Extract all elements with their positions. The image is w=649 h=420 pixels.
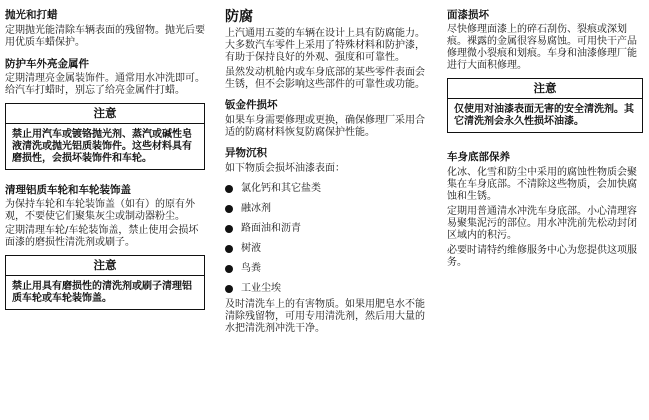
polish-text: 定期抛光能清除车辆表面的残留物。抛光后要用优质车蜡保护。 bbox=[5, 25, 205, 48]
list-item: 鸟粪 bbox=[225, 263, 425, 275]
corrosion-text-1: 上汽通用五菱的车辆在设计上具有防腐能力。大多数汽车零件上采用了特殊材料和防护漆，有助于保持良好的外观、强度和可靠性。 bbox=[225, 28, 425, 63]
list-item: 路面油和沥青 bbox=[225, 223, 425, 235]
notice-title: 注意 bbox=[6, 104, 204, 124]
notice-box-chrome bbox=[5, 103, 205, 170]
list-item: 氯化钙和其它盐类 bbox=[225, 183, 425, 195]
deposit-tail-text: 及时清洗车上的有害物质。如果用肥皂水不能清除残留物，可用专用清洗剂，然后用大量的水把清洗剂冲洗干净。 bbox=[225, 299, 425, 334]
chrome-heading: 防护车外亮金属件 bbox=[5, 58, 89, 70]
corrosion-heading: 防腐 bbox=[225, 9, 253, 25]
deposit-heading: 异物沉积 bbox=[225, 147, 267, 159]
notice-title: 注意 bbox=[448, 79, 642, 99]
list-item: 融冰剂 bbox=[225, 203, 425, 215]
wheel-text-2: 定期清理车轮/车轮装饰盖，禁止使用会损坏面漆的磨损性清洗剂或刷子。 bbox=[5, 225, 199, 248]
notice-text: 仅使用对油漆表面无害的安全清洗剂。其它清洗剂会永久性损坏油漆。 bbox=[454, 104, 634, 127]
underbody-text-3: 必要时请特约维修服务中心为您提供这项服务。 bbox=[447, 245, 637, 268]
wheel-text-1: 为保持车轮和车轮装饰盖（如有）的原有外观，不要使它们聚集灰尘或制动器粉尘。 bbox=[5, 199, 195, 222]
polish-heading: 抛光和打蜡 bbox=[5, 9, 58, 21]
corrosion-text-2: 虽然发动机舱内或车身底部的某些零件表面会生锈，但不会影响这些部件的可靠性或功能。 bbox=[225, 67, 425, 90]
column-middle bbox=[225, 0, 425, 335]
underbody-text-2: 定期用普通清水冲洗车身底部。小心清理容易聚集泥污的部位。用水冲洗前先松动封闭区域内的积污。 bbox=[447, 206, 637, 241]
deposit-intro: 如下物质会损坏油漆表面： bbox=[225, 163, 345, 174]
finish-heading: 面漆损坏 bbox=[447, 9, 489, 21]
finish-text: 尽快修理面漆上的碎石刮伤、裂痕或深划痕。裸露的金属很容易腐蚀。可用快干产品修理微小裂痕和划痕。车身和油漆修理厂能进行大面积修理。 bbox=[447, 24, 637, 71]
underbody-text-1: 化冰、化雪和防尘中采用的腐蚀性物质会聚集在车身底部。不清除这些物质，会加快腐蚀和生锈。 bbox=[447, 167, 637, 202]
column-right bbox=[447, 0, 643, 269]
column-left bbox=[5, 0, 205, 310]
wheel-heading: 清理铝质车轮和车轮装饰盖 bbox=[5, 184, 131, 196]
list-item: 树液 bbox=[225, 243, 425, 255]
chrome-text: 定期清理亮金属装饰件。通常用水冲洗即可。给汽车打蜡时，别忘了给亮金属件打蜡。 bbox=[5, 73, 205, 96]
sheet-metal-text: 如果车身需要修理或更换，确保修理厂采用合适的防腐材料恢复防腐保护性能。 bbox=[225, 115, 425, 138]
notice-title: 注意 bbox=[6, 256, 204, 276]
sheet-metal-heading: 钣金件损坏 bbox=[225, 99, 278, 111]
deposit-list bbox=[225, 183, 425, 295]
notice-text: 禁止用汽车或镀铬抛光剂、蒸汽或碱性皂液清洗或抛光铝质装饰件。这些材料具有磨损性，会损坏装饰件和车轮。 bbox=[12, 129, 192, 164]
list-item: 工业尘埃 bbox=[225, 283, 425, 295]
notice-box-wheel bbox=[5, 255, 205, 310]
underbody-heading: 车身底部保养 bbox=[447, 151, 510, 163]
notice-box-paint bbox=[447, 78, 643, 133]
notice-text: 禁止用具有磨损性的清洗剂或刷子清理铝质车轮或车轮装饰盖。 bbox=[12, 281, 192, 304]
